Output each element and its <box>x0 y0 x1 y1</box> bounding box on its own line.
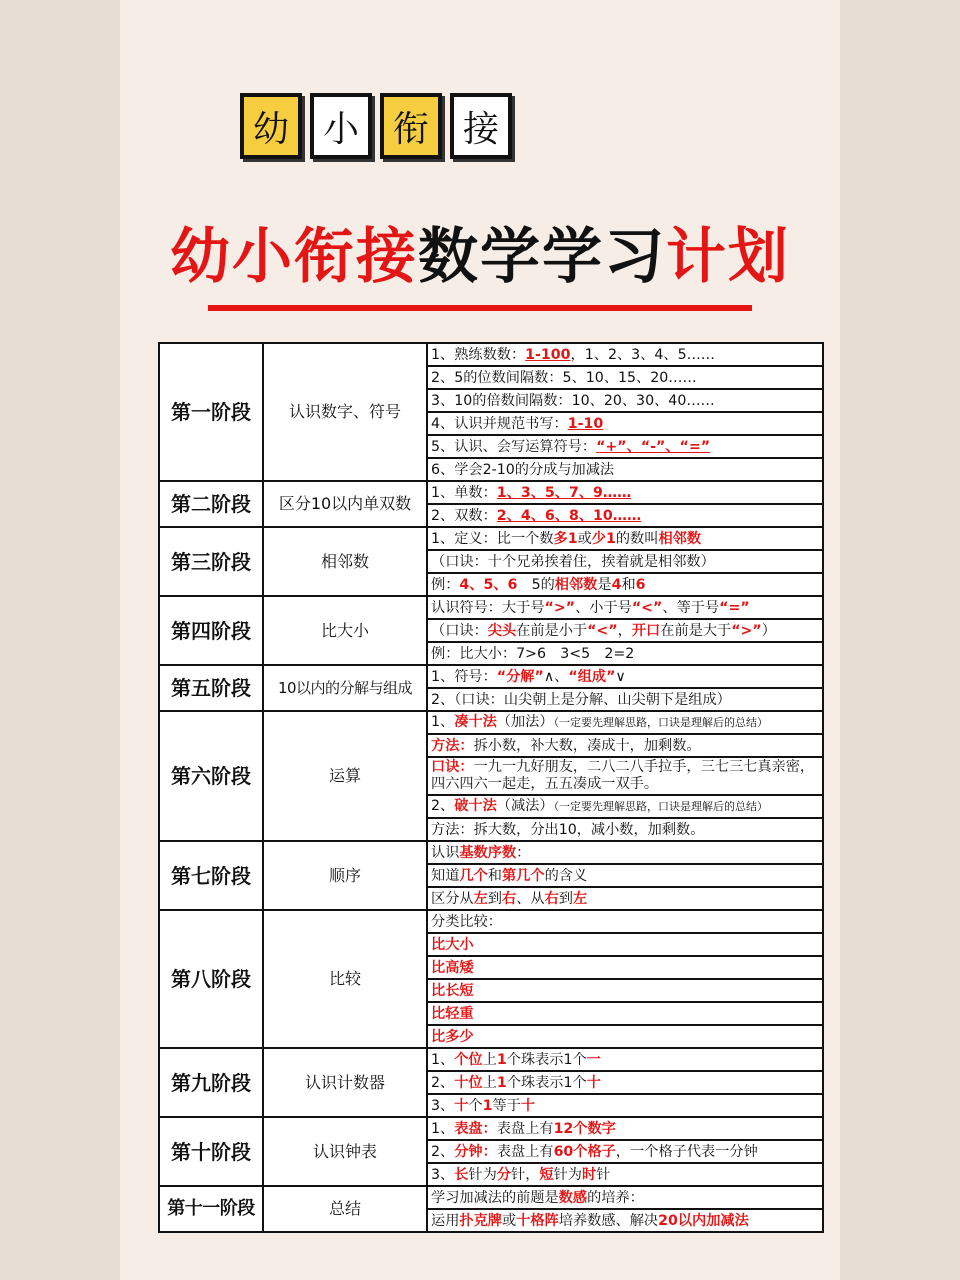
stage-topic: 运算 <box>263 711 427 841</box>
stage-name: 第四阶段 <box>159 596 263 665</box>
stage-detail: 1、熟练数数：1-100，1、2、3、4、5…… <box>427 343 823 366</box>
stage-detail: 口诀：一九一九好朋友，二八二八手拉手，三七三七真亲密，四六四六一起走，五五凑成一双手。 <box>427 757 823 795</box>
stage-detail: 2、双数：2、4、6、8、10…… <box>427 504 823 527</box>
stage-detail: 方法：拆小数，补大数，凑成十，加剩数。 <box>427 734 823 757</box>
table-row <box>159 596 823 619</box>
stage-name: 第九阶段 <box>159 1048 263 1117</box>
stage-detail: 例：比大小：7>6 3<5 2=2 <box>427 642 823 665</box>
title-underline <box>208 305 752 311</box>
stage-detail: 比大小 <box>427 933 823 956</box>
stage-topic: 顺序 <box>263 841 427 910</box>
stage-detail: 例：4、5、6 5的相邻数是4和6 <box>427 573 823 596</box>
stage-detail: 比高矮 <box>427 956 823 979</box>
stage-detail: 认识基数序数： <box>427 841 823 864</box>
table-row <box>159 711 823 734</box>
stage-topic: 比大小 <box>263 596 427 665</box>
table-row <box>159 1117 823 1140</box>
stage-detail: 1、符号：“分解”∧、“组成”∨ <box>427 665 823 688</box>
stage-name: 第八阶段 <box>159 910 263 1048</box>
stage-detail: （口诀：尖头在前是小于“<”，开口在前是大于“>”） <box>427 619 823 642</box>
stage-detail: 2、分钟：表盘上有60个格子，一个格子代表一分钟 <box>427 1140 823 1163</box>
stage-detail: 2、十位上1个珠表示1个十 <box>427 1071 823 1094</box>
stage-detail: 2、破十法（减法）（一定要先理解思路，口诀是理解后的总结） <box>427 795 823 818</box>
stage-detail: 区分从左到右、从右到左 <box>427 887 823 910</box>
stage-topic: 区分10以内单双数 <box>263 481 427 527</box>
stage-name: 第十一阶段 <box>159 1186 263 1232</box>
stage-name: 第十阶段 <box>159 1117 263 1186</box>
table-row <box>159 481 823 504</box>
stage-topic: 比较 <box>263 910 427 1048</box>
badge-char-2: 小 <box>310 93 372 159</box>
table-row <box>159 527 823 550</box>
stage-detail: 分类比较： <box>427 910 823 933</box>
stage-topic: 总结 <box>263 1186 427 1232</box>
stage-detail: 1、表盘：表盘上有12个数字 <box>427 1117 823 1140</box>
table-row <box>159 1186 823 1209</box>
stage-detail: 6、学会2-10的分成与加减法 <box>427 458 823 481</box>
stage-detail: 3、10的倍数间隔数：10、20、30、40…… <box>427 389 823 412</box>
badge-row <box>240 93 520 159</box>
stage-detail: 3、长针为分针，短针为时针 <box>427 1163 823 1186</box>
table-row <box>159 910 823 933</box>
stage-name: 第一阶段 <box>159 343 263 481</box>
stage-detail: 4、认识并规范书写：1-10 <box>427 412 823 435</box>
stage-detail: 1、单数：1、3、5、7、9…… <box>427 481 823 504</box>
stage-detail: （口诀：十个兄弟挨着住，挨着就是相邻数） <box>427 550 823 573</box>
stage-name: 第七阶段 <box>159 841 263 910</box>
stage-detail: 学习加减法的前题是数感的培养： <box>427 1186 823 1209</box>
page-title: 幼小衔接数学学习计划 <box>170 222 790 292</box>
stage-detail: 5、认识、会写运算符号：“+”、“-”、“=” <box>427 435 823 458</box>
badge-char-3: 衔 <box>380 93 442 159</box>
stage-detail: 1、凑十法（加法）（一定要先理解思路，口诀是理解后的总结） <box>427 711 823 734</box>
plan-table <box>158 342 824 1233</box>
stage-detail: 2、（口诀：山尖朝上是分解、山尖朝下是组成） <box>427 688 823 711</box>
stage-detail: 方法：拆大数，分出10，减小数，加剩数。 <box>427 818 823 841</box>
stage-name: 第三阶段 <box>159 527 263 596</box>
table-row <box>159 1048 823 1071</box>
stage-topic: 认识钟表 <box>263 1117 427 1186</box>
stage-detail: 比轻重 <box>427 1002 823 1025</box>
stage-detail: 认识符号：大于号“>”、小于号“<”、等于号“=” <box>427 596 823 619</box>
stage-name: 第六阶段 <box>159 711 263 841</box>
stage-detail: 3、十个1等于十 <box>427 1094 823 1117</box>
stage-detail: 知道几个和第几个的含义 <box>427 864 823 887</box>
badge-char-1: 幼 <box>240 93 302 159</box>
stage-topic: 认识数字、符号 <box>263 343 427 481</box>
stage-detail: 1、定义：比一个数多1或少1的数叫相邻数 <box>427 527 823 550</box>
stage-topic: 相邻数 <box>263 527 427 596</box>
stage-detail: 1、个位上1个珠表示1个一 <box>427 1048 823 1071</box>
badge-char-4: 接 <box>450 93 512 159</box>
table-row <box>159 665 823 688</box>
stage-name: 第二阶段 <box>159 481 263 527</box>
stage-topic: 10以内的分解与组成 <box>263 665 427 711</box>
table-row <box>159 343 823 366</box>
table-row <box>159 841 823 864</box>
stage-detail: 运用扑克牌或十格阵培养数感、解决20以内加减法 <box>427 1209 823 1232</box>
stage-detail: 2、5的位数间隔数：5、10、15、20…… <box>427 366 823 389</box>
stage-name: 第五阶段 <box>159 665 263 711</box>
stage-detail: 比多少 <box>427 1025 823 1048</box>
stage-detail: 比长短 <box>427 979 823 1002</box>
stage-topic: 认识计数器 <box>263 1048 427 1117</box>
